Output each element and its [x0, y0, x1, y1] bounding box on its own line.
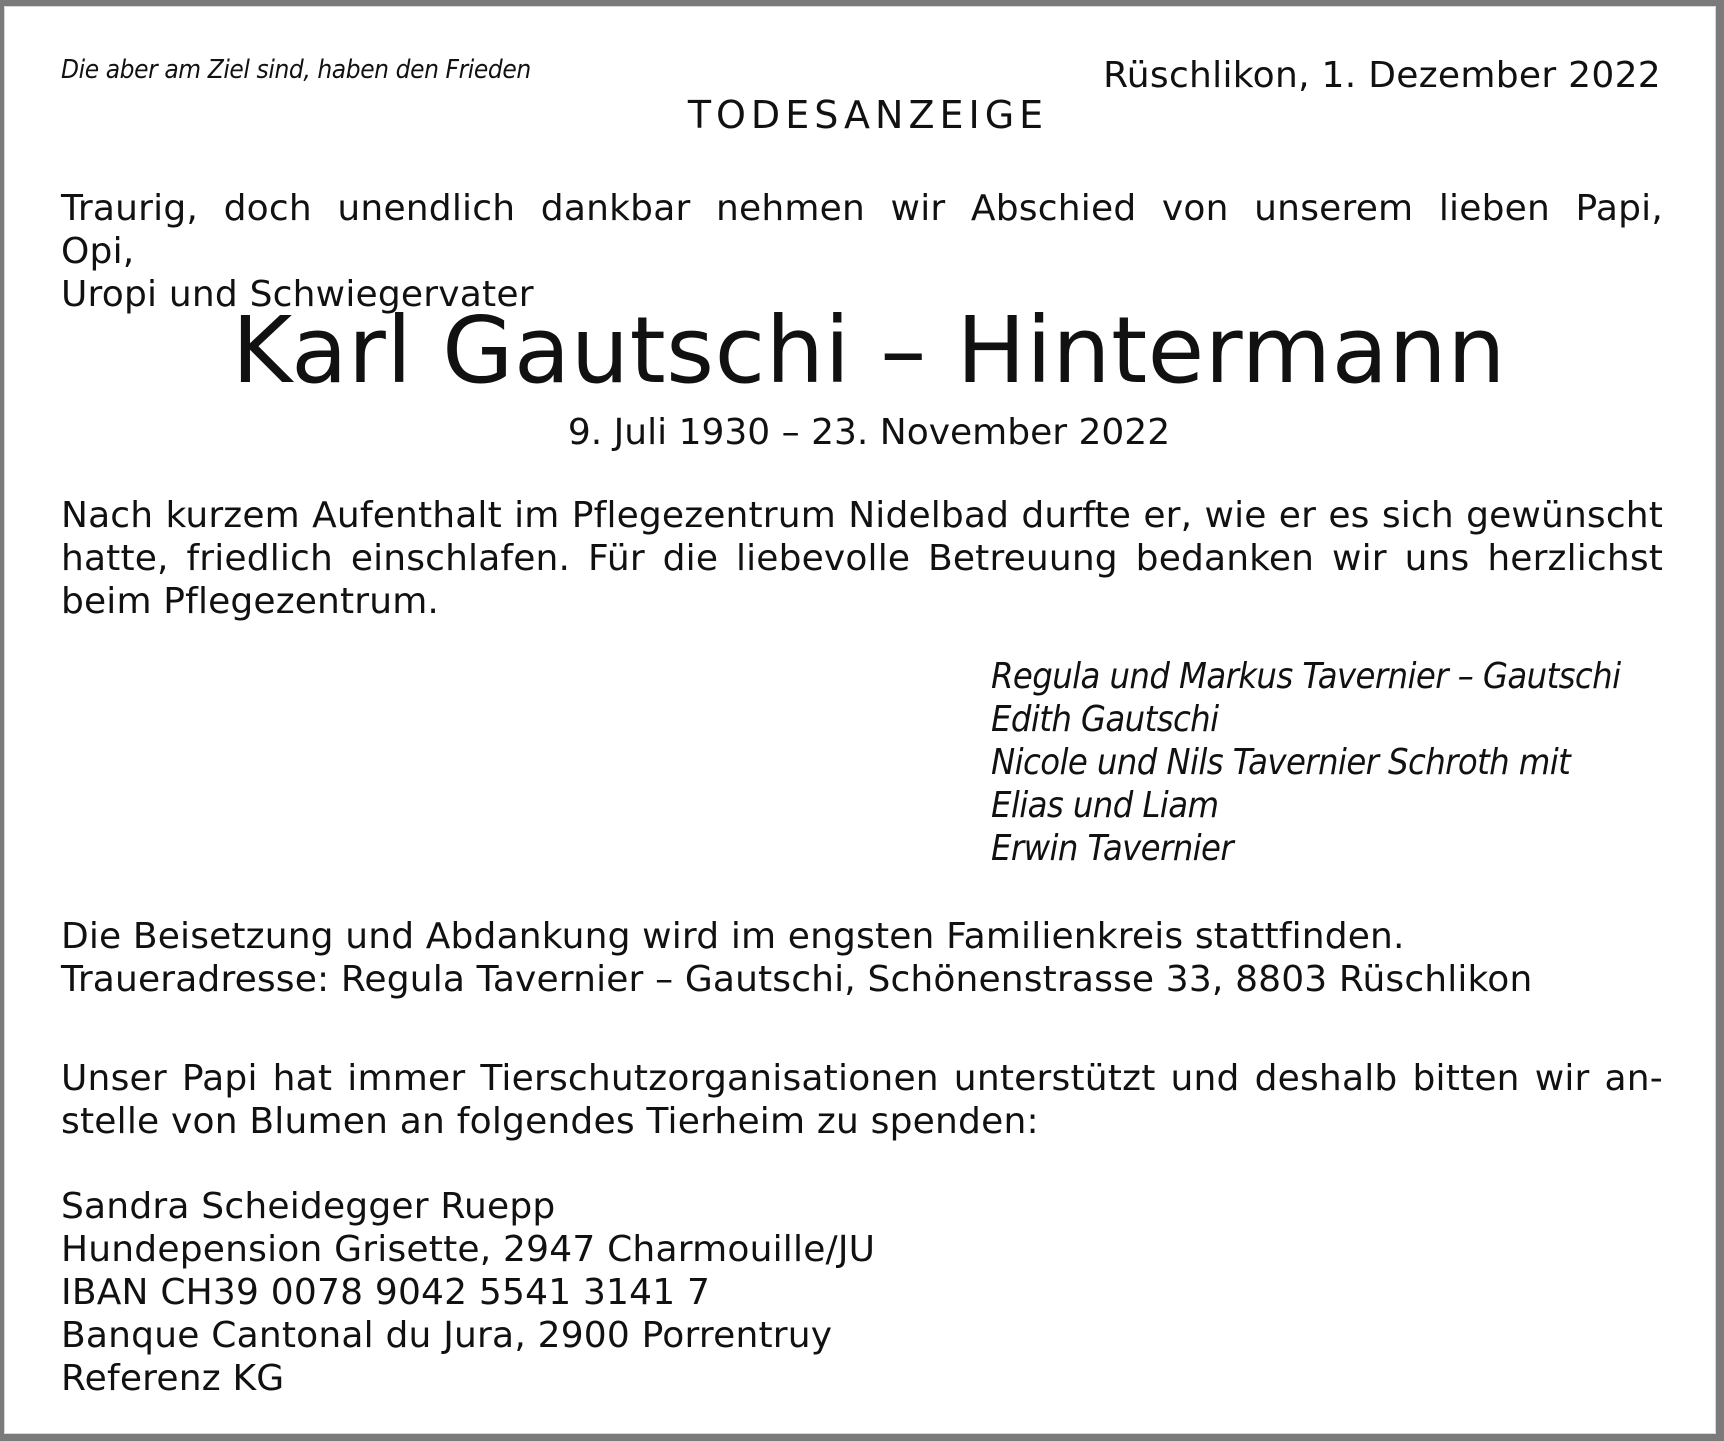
- deceased-name: Karl Gautschi – Hintermann: [231, 297, 1507, 404]
- bank-detail-line: Sandra Scheidegger Ruepp: [61, 1186, 556, 1227]
- bank-details: [61, 1185, 875, 1400]
- intro-line-2: Uropi und Schwiegervater: [61, 274, 534, 315]
- mourner-line: Elias und Liam: [991, 785, 1219, 826]
- bank-detail-line: Referenz KG: [61, 1358, 285, 1399]
- obituary-notice: [4, 6, 1716, 1434]
- motto: Die aber am Ziel sind, haben den Frieden: [61, 55, 531, 85]
- mourner-line: Erwin Tavernier: [991, 828, 1234, 869]
- bank-detail-line: Hundepension Grisette, 2947 Charmouille/JU: [61, 1229, 876, 1270]
- mourner-line: Edith Gautschi: [991, 699, 1219, 740]
- bank-detail-line: IBAN CH39 0078 9042 5541 3141 7: [61, 1272, 711, 1313]
- mourner-line: Regula und Markus Tavernier – Gautschi: [991, 656, 1621, 697]
- funeral-info-line: Traueradresse: Regula Tavernier – Gautschi, Schönenstrasse 33, 8803 Rüschlikon: [61, 959, 1533, 1000]
- mourner-line: Nicole und Nils Tavernier Schroth mit: [991, 742, 1571, 783]
- donation-line-2: stelle von Blumen an folgendes Tierheim zu spenden:: [61, 1101, 1039, 1142]
- life-dates: 9. Juli 1930 – 23. November 2022: [567, 412, 1171, 453]
- intro-line-1: Traurig, doch unendlich dankbar nehmen wir Abschied von unserem lieben Papi, Opi,: [61, 188, 1663, 272]
- bank-detail-line: Banque Cantonal du Jura, 2900 Porrentruy: [61, 1315, 833, 1356]
- body-paragraph: Nach kurzem Aufenthalt im Pflegezentrum Nidelbad durfte er, wie er es sich gewünscht hatte, friedlich einschlafen. Für die liebevolle Betreuung bedanken wir uns herzlichst beim Pflegezentrum.: [61, 495, 1663, 622]
- mourners-list: [991, 655, 1620, 870]
- donation-line-1: Unser Papi hat immer Tierschutzorganisationen unterstützt und deshalb bitten wir an-: [61, 1058, 1663, 1099]
- donation-paragraph: [61, 1057, 1663, 1143]
- funeral-info: [61, 915, 1532, 1001]
- funeral-info-line: Die Beisetzung und Abdankung wird im engsten Familienkreis stattfinden.: [61, 916, 1405, 957]
- notice-heading: TODESANZEIGE: [687, 93, 1049, 137]
- place-date: Rüschlikon, 1. Dezember 2022: [1103, 55, 1661, 96]
